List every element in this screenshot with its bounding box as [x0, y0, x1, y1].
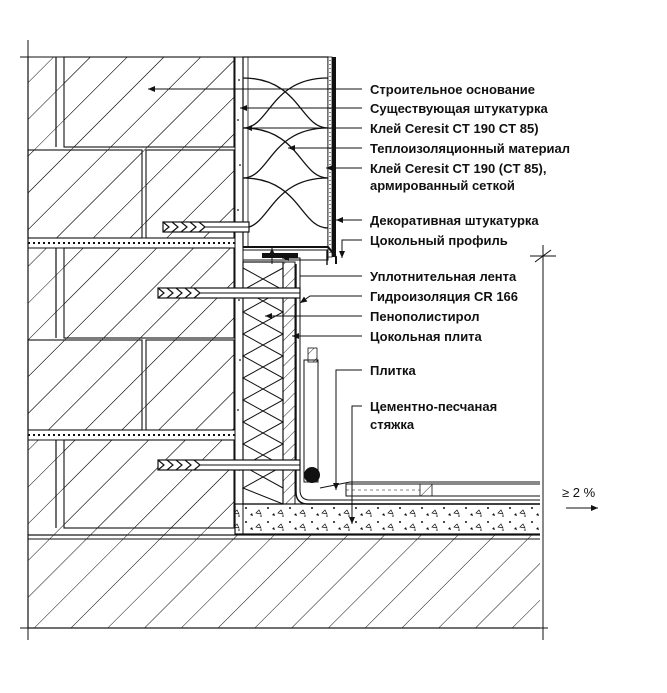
label-seal-tape: Уплотнительная лента — [370, 269, 517, 284]
floor-tiles — [320, 482, 543, 496]
label-adhesive-2-line1: Клей Ceresit CT 190 (CT 85), — [370, 161, 547, 176]
label-adhesive-2-line2: армированный сеткой — [370, 178, 515, 193]
label-decor-plaster: Декоративная штукатурка — [370, 213, 539, 228]
dowel-anchor-upper — [163, 222, 249, 232]
label-plinth-profile: Цокольный профиль — [370, 233, 508, 248]
callout-labels — [370, 82, 596, 500]
label-adhesive-1: Клей Ceresit CT 190 CT 85) — [370, 121, 539, 136]
dowel-anchor-lower — [158, 460, 300, 470]
label-plinth-board: Цокольная плита — [370, 329, 482, 344]
label-building-base: Строительное основание — [370, 82, 536, 97]
label-eps: Пенополистирол — [370, 309, 480, 324]
label-slope: ≥ 2 % — [562, 485, 596, 500]
dowel-anchor-middle — [158, 288, 300, 298]
label-existing-plaster: Существующая штукатурка — [370, 101, 548, 116]
thermal-insulation-upper — [243, 57, 328, 247]
label-screed-line2: стяжка — [370, 417, 415, 432]
cement-sand-screed — [235, 504, 543, 534]
tile-skirting — [304, 348, 320, 483]
label-screed-line1: Цементно-песчаная — [370, 399, 498, 414]
label-tile: Плитка — [370, 363, 416, 378]
label-waterproofing: Гидроизоляция CR 166 — [370, 289, 519, 304]
label-insulation: Теплоизоляционный материал — [370, 141, 571, 156]
reinforced-adhesive-and-decor-plaster — [328, 57, 336, 257]
